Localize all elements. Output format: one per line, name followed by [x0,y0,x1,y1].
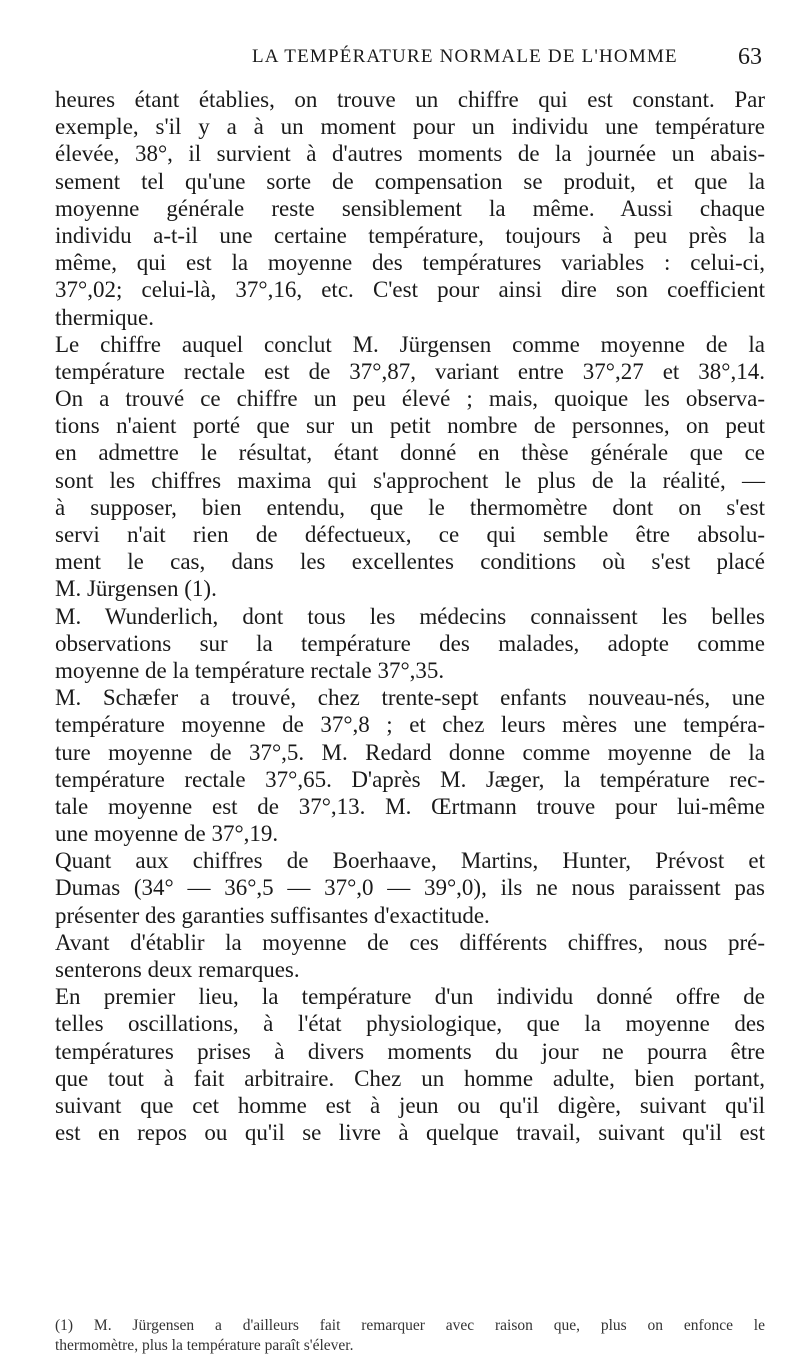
text-line: ment le cas, dans les excellentes conditions où s'est placé [55,549,765,575]
text-line: On a trouvé ce chiffre un peu élevé ; mais, quoique les observa- [55,386,765,412]
footnote-line: thermomètre, plus la température paraît s'élever. [55,1337,354,1354]
text-line: une moyenne de 37°,19. [55,821,279,847]
text-line: tions n'aient porté que sur un petit nombre de personnes, on peut [55,413,765,439]
text-line: en admettre le résultat, étant donné en thèse générale que ce [55,440,765,466]
text-line: tale moyenne est de 37°,13. M. Œrtmann trouve pour lui-même [55,793,765,819]
body-text [55,86,765,1146]
text-line: 37°,02; celui-là, 37°,16, etc. C'est pour ainsi dire son coefficient [55,277,765,303]
page-header [252,46,762,76]
text-line: température rectale 37°,65. D'après M. Jæger, la température rec- [55,766,765,792]
footnotes [55,1316,765,1356]
text-line: individu a-t-il une certaine température, toujours à peu près la [55,222,765,248]
text-line: M. Wunderlich, dont tous les médecins connaissent les belles [55,603,765,629]
text-line: températures prises à divers moments du jour ne pourra être [55,1038,765,1064]
text-line: moyenne de la température rectale 37°,35. [55,657,445,683]
text-line: Quant aux chiffres de Boerhaave, Martins, Hunter, Prévost et [55,848,765,874]
text-line: suivant que cet homme est à jeun ou qu'il digère, suivant qu'il [55,1092,765,1118]
text-line: température moyenne de 37°,8 ; et chez leurs mères une tempéra- [55,712,765,738]
text-line: senterons deux remarques. [55,957,300,982]
text-line: M. Jürgensen (1). [55,576,217,602]
text-line: servi n'ait rien de défectueux, ce qui semble être absolu- [55,522,765,547]
text-line: est en repos ou qu'il se livre à quelque travail, suivant qu'il est [55,1120,765,1146]
footnote-line: (1) M. Jürgensen a d'ailleurs fait remarquer avec raison que, plus on enfonce le [55,1317,765,1334]
text-line: moyenne générale reste sensiblement la même. Aussi chaque [55,195,765,221]
text-line: sement tel qu'une sorte de compensation se produit, et que la [55,168,765,194]
text-line: Le chiffre auquel conclut M. Jürgensen comme moyenne de la [55,331,765,357]
text-line: Avant d'établir la moyenne de ces différents chiffres, nous pré- [55,929,765,955]
page-number: 63 [738,44,762,70]
text-line: exemple, s'il y a à un moment pour un individu une température [55,114,765,140]
text-line: présenter des garanties suffisantes d'exactitude. [55,902,490,928]
text-line: telles oscillations, à l'état physiologique, que la moyenne des [55,1011,765,1037]
text-line: thermique. [55,304,154,330]
text-line: que tout à fait arbitraire. Chez un homme adulte, bien portant, [55,1065,765,1091]
text-line: sont les chiffres maxima qui s'approchent le plus de la réalité, — [55,467,765,493]
text-line: élevée, 38°, il survient à d'autres moments de la journée un abais- [55,141,765,167]
text-line: En premier lieu, la température d'un individu donné offre de [55,984,765,1010]
running-head: LA TEMPÉRATURE NORMALE DE L'HOMME [252,46,678,67]
text-line: heures étant établies, on trouve un chiffre qui est constant. Par [55,87,765,112]
text-line: Dumas (34° — 36°,5 — 37°,0 — 39°,0), ils ne nous paraissent pas [55,875,765,901]
text-line: observations sur la température des malades, adopte comme [55,630,765,656]
text-line: à supposer, bien entendu, que le thermomètre dont on s'est [55,494,765,520]
text-line: ture moyenne de 37°,5. M. Redard donne comme moyenne de la [55,739,765,765]
text-line: même, qui est la moyenne des températures variables : celui-ci, [55,250,765,276]
text-line: température rectale est de 37°,87, variant entre 37°,27 et 38°,14. [55,358,765,384]
text-line: M. Schæfer a trouvé, chez trente-sept enfants nouveau-nés, une [55,685,765,711]
